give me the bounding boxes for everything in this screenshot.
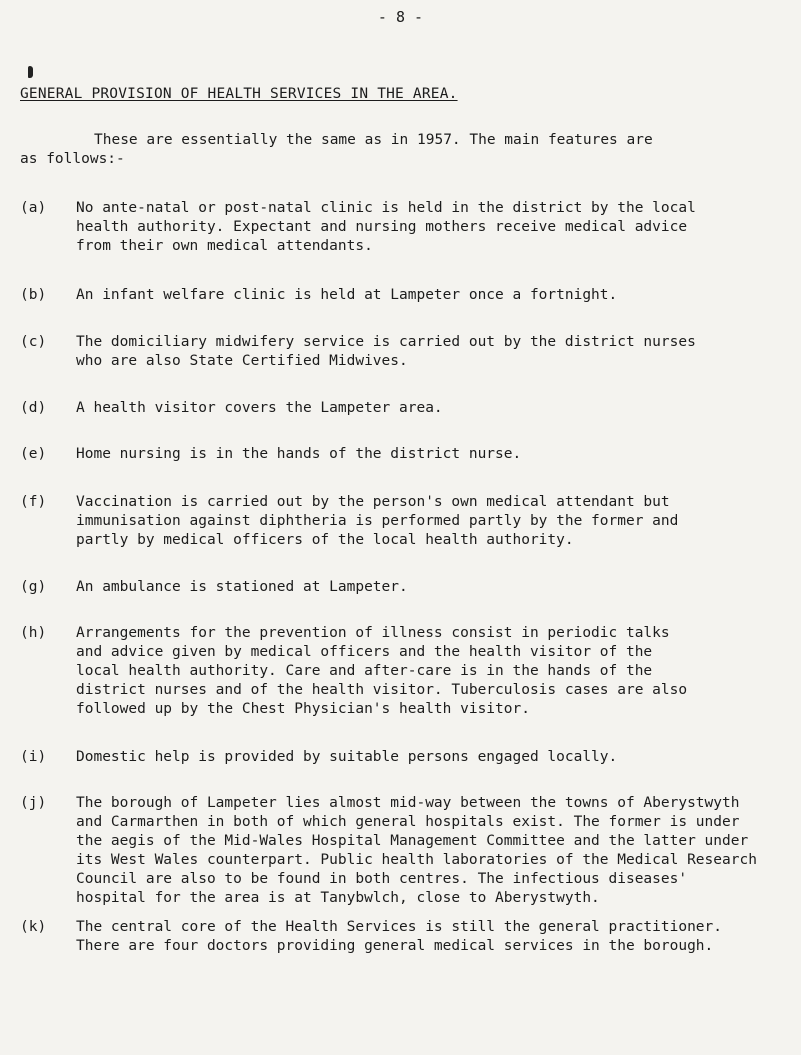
item-label: (e) [20,446,47,462]
item-label: (i) [20,749,47,765]
list-item-h [20,624,790,719]
list-item-j [20,794,790,908]
item-text: An infant welfare clinic is held at Lampeter once a fortnight. [76,287,618,303]
item-text: Home nursing is in the hands of the district nurse. [76,446,522,462]
item-label: (b) [20,287,47,303]
item-text: The domiciliary midwifery service is carried out by the district nurses who are also State Certified Midwives. [76,334,696,369]
item-text: An ambulance is stationed at Lampeter. [76,579,408,595]
item-text: No ante-natal or post-natal clinic is held in the district by the local health authority. Expectant and nursing mothers receive medical advice from their own medical attendants. [76,200,696,254]
list-item-e [20,445,790,464]
list-item-b [20,286,790,305]
list-item-i [20,748,790,767]
intro-paragraph [20,131,760,169]
item-label: (d) [20,400,47,416]
list-item-d [20,399,790,418]
list-item-k [20,918,790,956]
item-label: (a) [20,200,47,216]
item-text: The central core of the Health Services is still the general practitioner. There are four doctors providing general medical services in the borough. [76,919,723,954]
list-item-c [20,333,790,371]
section-heading: GENERAL PROVISION OF HEALTH SERVICES IN THE AREA. [20,86,458,102]
page-number: - 8 - [377,8,424,26]
item-label: (g) [20,579,47,595]
intro-line-1: These are essentially the same as in 1957. The main features are [94,132,653,148]
list-item-g [20,578,790,597]
list-item-a [20,199,790,256]
item-label: (j) [20,795,47,811]
margin-mark [28,66,33,78]
item-text: The borough of Lampeter lies almost mid-way between the towns of Aberystwyth and Carmarthen in both of which general hospitals exist. The former is under the aegis of the Mid-Wales Hospital Management Committee and the latter under its West Wales counterpart. Public health laboratories of the Medical Research Council are also to be found in both centres. The infectious diseases' hospital for the area is at Tanybwlch, close to Aberystwyth. [76,795,757,906]
list-item-f [20,493,790,550]
item-text: Domestic help is provided by suitable persons engaged locally. [76,749,618,765]
item-label: (c) [20,334,47,350]
item-label: (f) [20,494,47,510]
item-text: A health visitor covers the Lampeter area. [76,400,443,416]
item-text: Vaccination is carried out by the person's own medical attendant but immunisation against diphtheria is performed partly by the former and partly by medical officers of the local health authority. [76,494,679,548]
item-label: (h) [20,625,47,641]
intro-line-2: as follows:- [20,151,125,167]
item-label: (k) [20,919,47,935]
item-text: Arrangements for the prevention of illness consist in periodic talks and advice given by medical officers and the health visitor of the local health authority. Care and after-care is in the hands of the district nurses and of the health visitor. Tuberculosis cases are also followed up by the Chest Physician's health visitor. [76,625,688,717]
